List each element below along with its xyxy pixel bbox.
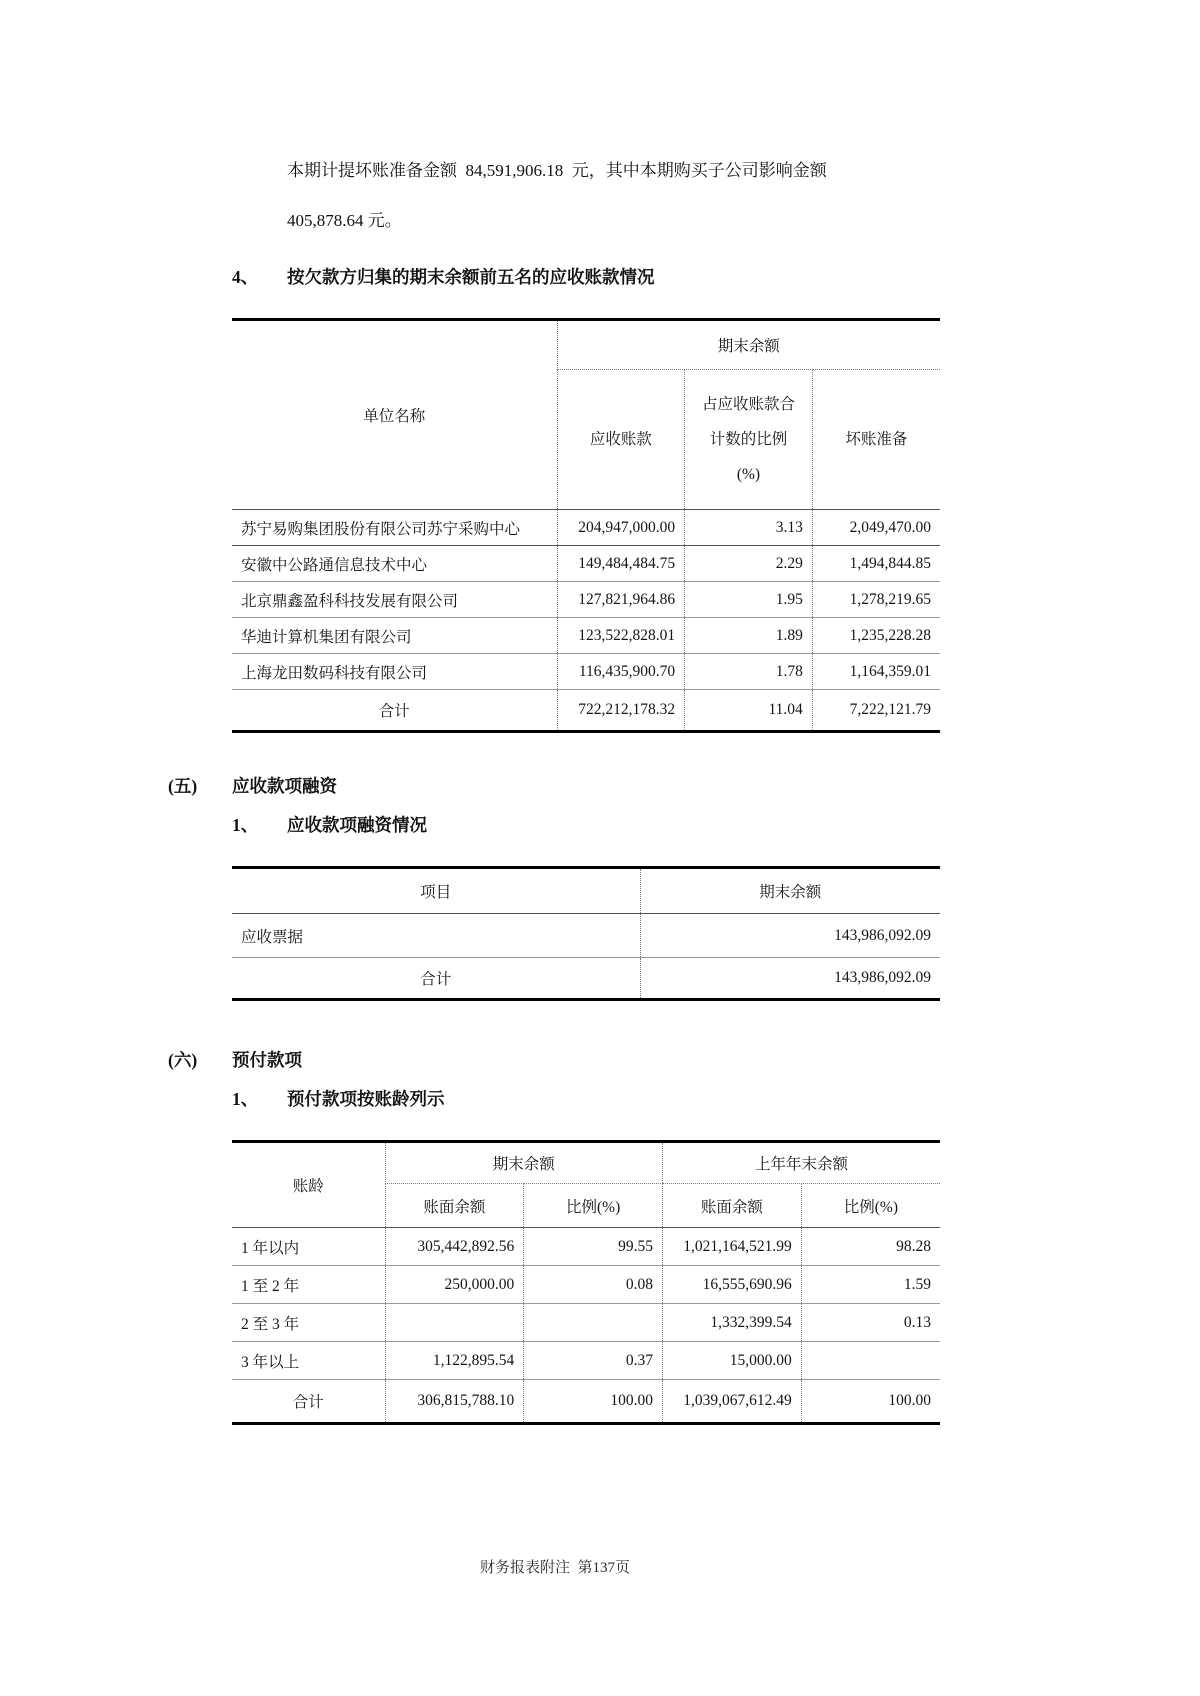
- cell-amount: 1,122,895.54: [385, 1342, 524, 1380]
- intro-line-2: 405,878.64 元。: [287, 211, 402, 230]
- table-header-row: [232, 868, 940, 914]
- cell-provision: 1,164,359.01: [812, 654, 940, 690]
- cell-ratio: 3.13: [685, 510, 813, 546]
- table-row: [232, 546, 940, 582]
- header-ratio-line2: 计数的比例: [709, 431, 788, 448]
- cell-aging: 1 至 2 年: [232, 1266, 385, 1304]
- total-label: 合计: [292, 1394, 324, 1411]
- intro-paragraph: [287, 146, 977, 246]
- cell-ratio: 1.89: [685, 618, 813, 654]
- header-period-end-balance: 期末余额: [557, 320, 940, 370]
- cell-ratio: 2.29: [685, 546, 813, 582]
- cell-amount: 143,986,092.09: [640, 914, 940, 958]
- section5-sub-title: 应收款项融资情况: [287, 815, 427, 835]
- cell-prior-ratio: 98.28: [801, 1228, 940, 1266]
- table-row: [232, 1228, 940, 1266]
- table-total-row: [232, 958, 940, 1000]
- section6-sub-title: 预付款项按账龄列示: [287, 1089, 445, 1109]
- total-prior-amount: 1,039,067,612.49: [663, 1380, 802, 1424]
- cell-aging: 1 年以内: [232, 1228, 385, 1266]
- header-unit-name: 单位名称: [363, 408, 426, 425]
- cell-ratio: 0.08: [524, 1266, 663, 1304]
- total-ratio: 100.00: [524, 1380, 663, 1424]
- table-total-row: [232, 690, 940, 732]
- section5-subheading: [232, 812, 1200, 838]
- header-book-balance: 账面余额: [385, 1184, 524, 1228]
- total-amount: 306,815,788.10: [385, 1380, 524, 1424]
- prepayments-aging-table: [232, 1140, 940, 1425]
- header-aging: 账龄: [232, 1142, 385, 1228]
- cell-ratio: [524, 1304, 663, 1342]
- total-label: 合计: [420, 971, 452, 988]
- cell-provision: 2,049,470.00: [812, 510, 940, 546]
- total-amount: 722,212,178.32: [557, 690, 685, 732]
- section5-number: (五): [168, 776, 198, 796]
- cell-prior-amount: 1,332,399.54: [663, 1304, 802, 1342]
- table-row: [232, 582, 940, 618]
- cell-prior-amount: 1,021,164,521.99: [663, 1228, 802, 1266]
- cell-provision: 1,235,228.28: [812, 618, 940, 654]
- header-period-end: 期末余额: [385, 1142, 663, 1184]
- cell-prior-ratio: [801, 1342, 940, 1380]
- table-row: [232, 914, 940, 958]
- section6-subheading: [232, 1086, 1200, 1112]
- header-bad-debt: 坏账准备: [812, 370, 940, 510]
- header-ratio-line3: (%): [736, 466, 761, 483]
- table-header-row: [232, 1142, 940, 1184]
- top5-receivables-table: [232, 318, 940, 733]
- cell-name: 上海龙田数码科技有限公司: [232, 654, 557, 690]
- table-row: [232, 618, 940, 654]
- cell-prior-ratio: 1.59: [801, 1266, 940, 1304]
- header-ratio-line1: 占应收账款合: [701, 396, 795, 413]
- cell-aging: 3 年以上: [232, 1342, 385, 1380]
- total-label: 合计: [378, 703, 410, 720]
- intro-line-1: 本期计提坏账准备金额 84,591,906.18 元，其中本期购买子公司影响金额: [287, 161, 827, 180]
- header-prior-year-end: 上年年末余额: [663, 1142, 941, 1184]
- section5-heading: [168, 773, 1200, 799]
- cell-aging: 2 至 3 年: [232, 1304, 385, 1342]
- total-ratio: 11.04: [685, 690, 813, 732]
- cell-amount: 149,484,484.75: [557, 546, 685, 582]
- cell-name: 华迪计算机集团有限公司: [232, 618, 557, 654]
- cell-amount: 250,000.00: [385, 1266, 524, 1304]
- section4-heading: [232, 264, 1200, 290]
- cell-provision: 1,278,219.65: [812, 582, 940, 618]
- header-receivable: 应收账款: [557, 370, 685, 510]
- cell-amount: 204,947,000.00: [557, 510, 685, 546]
- table-header-row: [232, 320, 940, 370]
- cell-amount: [385, 1304, 524, 1342]
- section5-sub-number: 1、: [232, 815, 259, 835]
- section6-title: 预付款项: [232, 1050, 302, 1070]
- section6-sub-number: 1、: [232, 1089, 259, 1109]
- table-row: [232, 1342, 940, 1380]
- cell-prior-amount: 15,000.00: [663, 1342, 802, 1380]
- cell-amount: 123,522,828.01: [557, 618, 685, 654]
- cell-ratio: 99.55: [524, 1228, 663, 1266]
- table-row: [232, 654, 940, 690]
- table-row: [232, 510, 940, 546]
- cell-ratio: 1.78: [685, 654, 813, 690]
- header-book-balance-prior: 账面余额: [663, 1184, 802, 1228]
- cell-amount: 305,442,892.56: [385, 1228, 524, 1266]
- cell-name: 苏宁易购集团股份有限公司苏宁采购中心: [232, 510, 557, 546]
- total-provision: 7,222,121.79: [812, 690, 940, 732]
- cell-name: 北京鼎鑫盈科科技发展有限公司: [232, 582, 557, 618]
- total-prior-ratio: 100.00: [801, 1380, 940, 1424]
- section4-number: 4、: [232, 267, 259, 287]
- cell-provision: 1,494,844.85: [812, 546, 940, 582]
- section6-number: (六): [168, 1050, 198, 1070]
- header-ratio: [685, 370, 813, 510]
- section6-heading: [168, 1047, 1200, 1073]
- section5-title: 应收款项融资: [232, 776, 337, 796]
- table-row: [232, 1304, 940, 1342]
- header-ratio-prior: 比例(%): [801, 1184, 940, 1228]
- total-amount: 143,986,092.09: [640, 958, 940, 1000]
- page-footer: 财务报表附注 第137页: [479, 1560, 630, 1576]
- table-row: [232, 1266, 940, 1304]
- cell-prior-ratio: 0.13: [801, 1304, 940, 1342]
- cell-name: 应收票据: [232, 914, 640, 958]
- receivables-financing-table: [232, 866, 940, 1001]
- cell-ratio: 0.37: [524, 1342, 663, 1380]
- header-item: 项目: [232, 868, 640, 914]
- cell-name: 安徽中公路通信息技术中心: [232, 546, 557, 582]
- section4-title: 按欠款方归集的期末余额前五名的应收账款情况: [287, 267, 655, 287]
- header-ratio: 比例(%): [524, 1184, 663, 1228]
- cell-amount: 116,435,900.70: [557, 654, 685, 690]
- header-period-end-balance: 期末余额: [640, 868, 940, 914]
- table-total-row: [232, 1380, 940, 1424]
- cell-amount: 127,821,964.86: [557, 582, 685, 618]
- cell-ratio: 1.95: [685, 582, 813, 618]
- cell-prior-amount: 16,555,690.96: [663, 1266, 802, 1304]
